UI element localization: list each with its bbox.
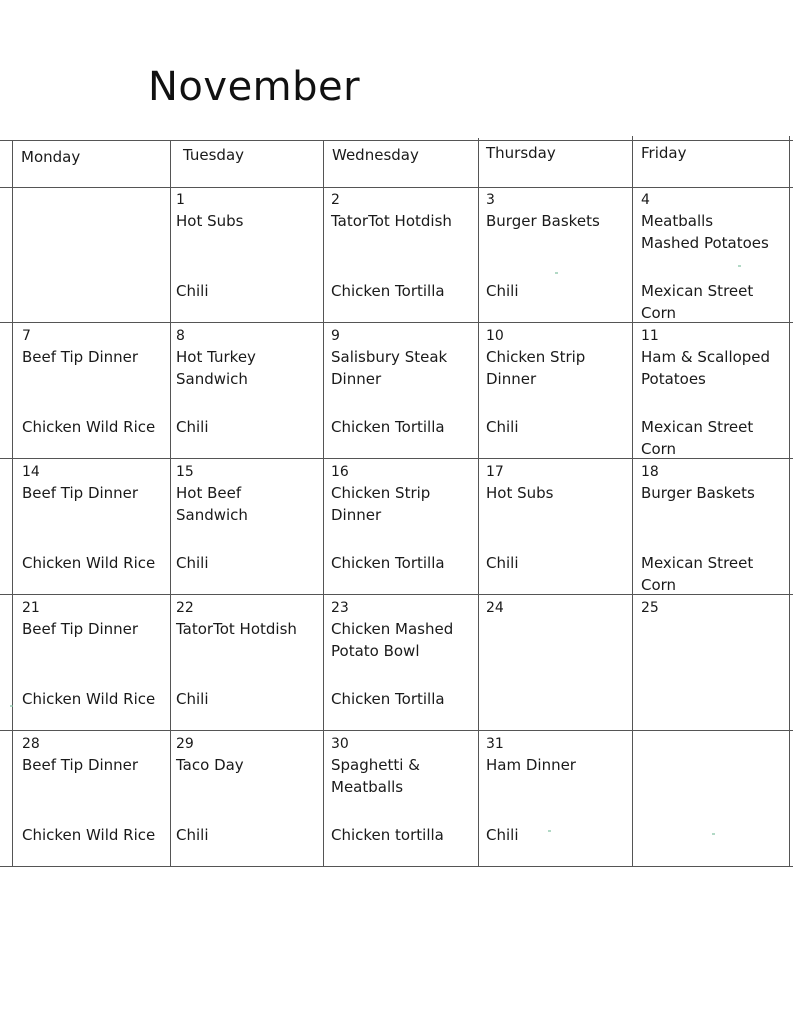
day-number: 24 [486, 600, 504, 616]
soup-of-day: Chicken Wild Rice [22, 826, 156, 844]
weekday-header-wednesday: Wednesday [332, 146, 419, 164]
grid-line [0, 187, 793, 188]
main-dish: Hot Beef Sandwich [176, 484, 248, 524]
day-number: 25 [641, 600, 659, 616]
main-dish: Burger Baskets [641, 484, 755, 502]
day-number: 22 [176, 600, 194, 616]
soup-of-day: Chili [486, 554, 519, 572]
calendar-day-cell [176, 462, 326, 592]
calendar-day-cell [641, 462, 791, 592]
calendar-day-cell [22, 462, 172, 592]
soup-of-day: Chili [176, 282, 209, 300]
calendar-day-cell [22, 326, 172, 456]
soup-of-day: Chicken tortilla [331, 826, 444, 844]
scan-speck [10, 705, 13, 707]
calendar-day-cell [486, 190, 636, 320]
day-number: 2 [331, 192, 340, 208]
day-number: 16 [331, 464, 349, 480]
main-dish: Ham Dinner [486, 756, 576, 774]
main-dish: TatorTot Hotdish [176, 620, 297, 638]
day-number: 7 [22, 328, 31, 344]
grid-line [12, 140, 13, 866]
day-number: 1 [176, 192, 185, 208]
main-dish: Chicken Mashed Potato Bowl [331, 620, 454, 660]
calendar-day-cell [331, 190, 481, 320]
main-dish: Spaghetti & Meatballs [331, 756, 420, 796]
day-number: 17 [486, 464, 504, 480]
month-title: November [148, 64, 361, 110]
calendar-day-cell [22, 598, 172, 728]
main-dish: Hot Subs [176, 212, 244, 230]
calendar-day-cell [641, 190, 791, 320]
calendar-day-cell [331, 598, 481, 728]
weekday-header-tuesday: Tuesday [183, 146, 245, 164]
main-dish: Hot Subs [486, 484, 554, 502]
calendar-day-cell [331, 462, 481, 592]
main-dish: Chicken Strip Dinner [486, 348, 586, 388]
main-dish: Chicken Strip Dinner [331, 484, 431, 524]
calendar-day-cell [22, 190, 172, 320]
soup-of-day: Mexican Street Corn [641, 554, 754, 594]
weekday-header-monday: Monday [21, 148, 81, 166]
calendar-day-cell [486, 734, 636, 864]
grid-line [0, 866, 793, 867]
main-dish: Meatballs Mashed Potatoes [641, 212, 769, 252]
calendar-day-cell [486, 326, 636, 456]
weekday-header-friday: Friday [641, 144, 687, 162]
main-dish: TatorTot Hotdish [331, 212, 452, 230]
main-dish: Taco Day [176, 756, 244, 774]
calendar-day-cell [641, 734, 791, 864]
calendar-day-cell [641, 598, 791, 728]
main-dish: Beef Tip Dinner [22, 620, 139, 638]
calendar-day-cell [331, 326, 481, 456]
day-number: 21 [22, 600, 40, 616]
soup-of-day: Chicken Tortilla [331, 282, 445, 300]
day-number: 10 [486, 328, 504, 344]
main-dish: Salisbury Steak Dinner [331, 348, 448, 388]
day-number: 30 [331, 736, 349, 752]
day-number: 3 [486, 192, 495, 208]
day-number: 11 [641, 328, 659, 344]
calendar-day-cell [331, 734, 481, 864]
soup-of-day: Chicken Tortilla [331, 690, 445, 708]
day-number: 18 [641, 464, 659, 480]
main-dish: Beef Tip Dinner [22, 756, 139, 774]
soup-of-day: Chicken Wild Rice [22, 554, 156, 572]
grid-line [0, 730, 793, 731]
calendar-day-cell [176, 190, 326, 320]
calendar-day-cell [641, 326, 791, 456]
day-number: 31 [486, 736, 504, 752]
calendar-day-cell [176, 598, 326, 728]
main-dish: Burger Baskets [486, 212, 600, 230]
day-number: 29 [176, 736, 194, 752]
calendar-day-cell [176, 734, 326, 864]
soup-of-day: Chili [176, 554, 209, 572]
soup-of-day: Chicken Tortilla [331, 418, 445, 436]
main-dish: Hot Turkey Sandwich [176, 348, 256, 388]
soup-of-day: Chicken Tortilla [331, 554, 445, 572]
soup-of-day: Chili [176, 418, 209, 436]
main-dish: Beef Tip Dinner [22, 348, 139, 366]
soup-of-day: Chili [486, 282, 519, 300]
main-dish: Ham & Scalloped Potatoes [641, 348, 771, 388]
day-number: 9 [331, 328, 340, 344]
day-number: 8 [176, 328, 185, 344]
day-number: 28 [22, 736, 40, 752]
grid-line [0, 140, 793, 141]
calendar-day-cell [176, 326, 326, 456]
soup-of-day: Chili [176, 826, 209, 844]
calendar-day-cell [486, 462, 636, 592]
day-number: 23 [331, 600, 349, 616]
soup-of-day: Chicken Wild Rice [22, 690, 156, 708]
soup-of-day: Chili [176, 690, 209, 708]
soup-of-day: Chili [486, 418, 519, 436]
calendar-day-cell [486, 598, 636, 728]
soup-of-day: Mexican Street Corn [641, 282, 754, 322]
calendar-day-cell [22, 734, 172, 864]
day-number: 4 [641, 192, 650, 208]
scan-speck [712, 833, 715, 835]
main-dish: Beef Tip Dinner [22, 484, 139, 502]
scan-speck [738, 265, 741, 267]
weekday-header-thursday: Thursday [486, 144, 556, 162]
soup-of-day: Chili [486, 826, 519, 844]
day-number: 15 [176, 464, 194, 480]
day-number: 14 [22, 464, 40, 480]
scan-speck [555, 272, 558, 274]
soup-of-day: Mexican Street Corn [641, 418, 754, 458]
soup-of-day: Chicken Wild Rice [22, 418, 156, 436]
scan-speck [548, 830, 551, 832]
